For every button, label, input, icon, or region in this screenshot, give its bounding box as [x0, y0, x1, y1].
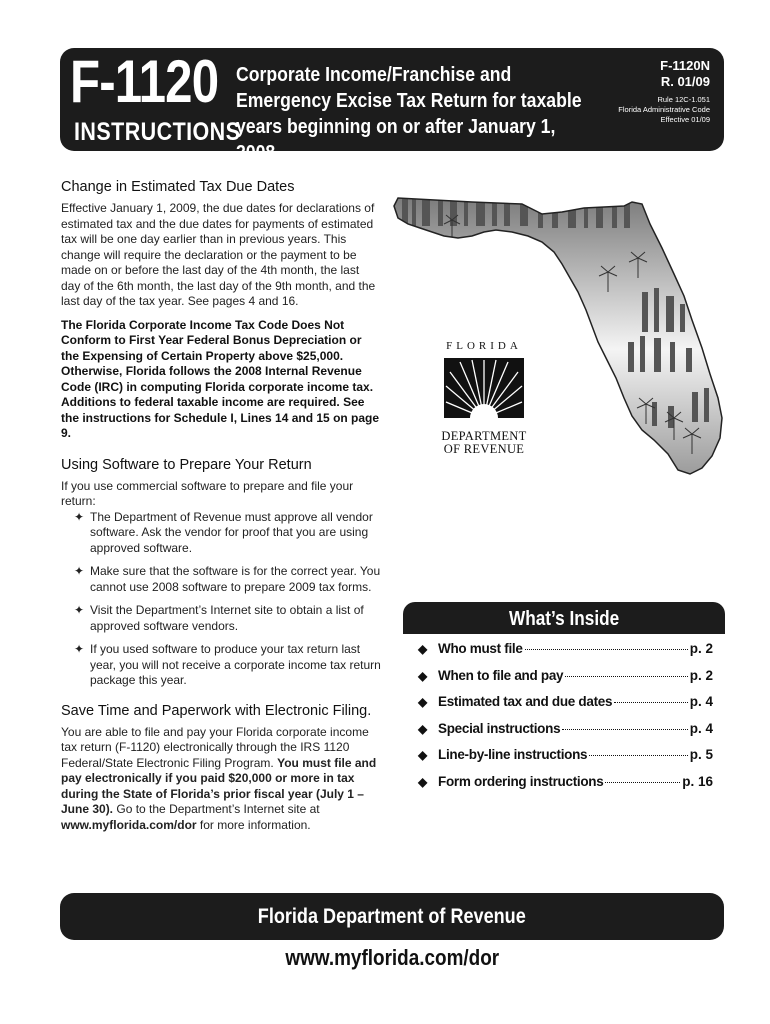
toc-item[interactable]: ◆ Line-by-line instructions p. 5: [418, 747, 713, 762]
diamond-bullet-icon: ◆: [418, 748, 428, 762]
section-title-software: Using Software to Prepare Your Return: [61, 456, 312, 473]
star-bullet-icon: ✦: [74, 603, 85, 617]
dor-website-link[interactable]: www.myflorida.com/dor: [61, 817, 197, 832]
list-item: ✦ Make sure that the software is for the correct year. You cannot use 2008 software to prepare 2009 tax forms.: [74, 564, 381, 594]
instructions-label: INSTRUCTIONS: [74, 118, 241, 146]
diamond-bullet-icon: ◆: [418, 642, 428, 656]
software-bullets: [61, 510, 381, 689]
star-bullet-icon: ✦: [74, 642, 85, 656]
list-item: ✦ The Department of Revenue must approve all vendor software. Ask the vendor for proof that you are using approved software.: [74, 509, 373, 555]
toc-item[interactable]: ◆ Estimated tax and due dates p. 4: [418, 694, 713, 709]
left-column: [61, 178, 381, 833]
bonus-depreciation-note: The Florida Corporate Income Tax Code Does Not Conform to First Year Federal Bonus Depreciation or the Expensing of Certain Property above $25,000. Otherwise, Florida follows the 2008 Internal Revenue Code (IRC) in computing Florida corporate income tax. Additions to federal taxable income are required. See the instructions for Schedule I, Lines 14 and 15 on page 9.: [61, 317, 380, 440]
efiling-body: You are able to file and pay your Florida corporate income tax return (F-1120) electronically through the IRS 1120 Federal/State Electronic Filing Program. You must file and pay electronically if you paid $20,000 or more in tax during the State of Florida’s prior fiscal year (July 1 – June 30). Go to the Department’s Internet site at www.myflorida.com/dor for more information.: [61, 724, 377, 832]
form-number: F-1120: [70, 48, 219, 115]
software-intro: If you use commercial software to prepare and file your return:: [61, 478, 354, 508]
form-code: F-1120N: [660, 58, 710, 73]
admin-code: Florida Administrative Code: [618, 105, 710, 114]
logo-florida-text: FLORIDA: [446, 340, 522, 352]
rule-number: Rule 12C-1.051: [657, 95, 710, 104]
list-item: ✦ If you used software to produce your tax return last year, you will not receive a corporate income tax return package this year.: [74, 642, 381, 687]
toc-item[interactable]: ◆ Who must file p. 2: [418, 641, 713, 656]
header-title: Corporate Income/Franchise and Emergency Excise Tax Return for taxable years beginning on or after January 1, 2008.: [236, 63, 582, 164]
revision: R. 01/09: [660, 74, 710, 89]
whats-inside-header: What’s Inside: [403, 602, 725, 634]
toc-item[interactable]: ◆ Form ordering instructions p. 16: [418, 773, 713, 789]
footer-org-name: Florida Department of Revenue: [258, 905, 526, 928]
toc-item[interactable]: ◆ When to file and pay p. 2: [418, 667, 713, 683]
table-of-contents: [418, 641, 713, 800]
logo-department-text: DEPARTMENT OF REVENUE: [441, 429, 527, 456]
toc-item[interactable]: ◆ Special instructions p. 4: [418, 720, 713, 736]
footer-banner: [60, 893, 724, 940]
form-code-block: [618, 58, 710, 125]
star-bullet-icon: ✦: [74, 509, 85, 524]
section-title-due-dates: Change in Estimated Tax Due Dates: [61, 179, 295, 195]
diamond-bullet-icon: ◆: [418, 668, 428, 683]
sunburst-icon: [430, 356, 538, 426]
due-dates-body: Effective January 1, 2009, the due dates for declarations of estimated tax and the due dates for payments of estimated tax will be one day earlier than in previous years. This change will require the declaration or the payment to be made on or before the last day of the 4th month, the last day of the 6th month, the last day of the 9th month, and the last day of the tax year. See pages 4 and 16.: [61, 201, 376, 308]
dor-logo: [430, 330, 538, 468]
footer-url[interactable]: www.myflorida.com/dor: [285, 945, 499, 970]
header-banner: [60, 48, 724, 164]
diamond-bullet-icon: ◆: [418, 721, 428, 736]
section-title-efiling: Save Time and Paperwork with Electronic Filing.: [61, 702, 372, 719]
diamond-bullet-icon: ◆: [418, 774, 428, 789]
diamond-bullet-icon: ◆: [418, 695, 428, 709]
effective-date: Effective 01/09: [660, 115, 710, 124]
star-bullet-icon: ✦: [74, 564, 85, 578]
list-item: ✦ Visit the Department’s Internet site to obtain a list of approved software vendors.: [74, 603, 364, 633]
